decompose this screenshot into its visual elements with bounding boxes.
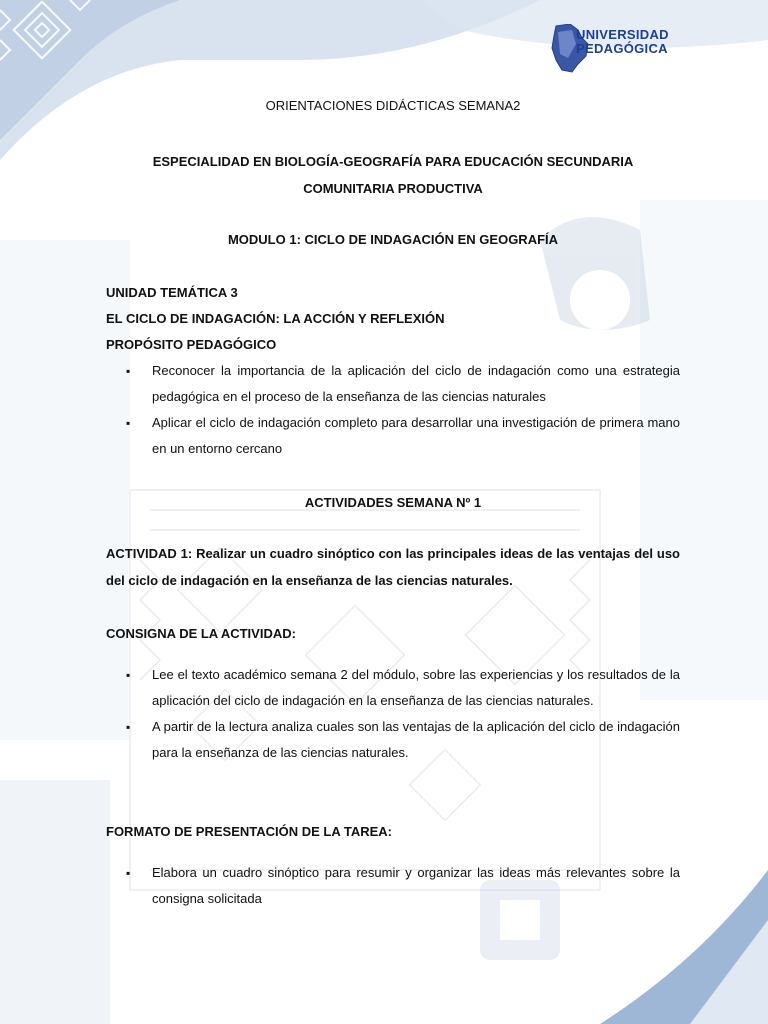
instructions-heading: CONSIGNA DE LA ACTIVIDAD: <box>106 626 296 641</box>
logo-line-2: PEDAGÓGICA <box>576 41 668 56</box>
instructions-list <box>106 662 680 766</box>
purpose-list <box>106 358 680 462</box>
module-heading: MODULO 1: CICLO DE INDAGACIÓN EN GEOGRAFÍA <box>227 232 559 247</box>
list-item: ▪ Reconocer la importancia de la aplicación del ciclo de indagación como una estrategia pedagógica en el proceso de la enseñanza de las ciencias naturales <box>106 358 680 410</box>
logo-line-1: UNIVERSIDAD <box>576 27 669 42</box>
university-logo <box>548 24 682 76</box>
list-item: ▪ Elabora un cuadro sinóptico para resumir y organizar las ideas más relevantes sobre la consigna solicitada <box>106 860 680 912</box>
format-heading: FORMATO DE PRESENTACIÓN DE LA TAREA: <box>106 824 392 839</box>
purpose-heading: PROPÓSITO PEDAGÓGICO <box>106 337 277 352</box>
list-item: ▪ A partir de la lectura analiza cuales son las ventajas de la aplicación del ciclo de indagación para la enseñanza de las ciencias naturales. <box>106 714 680 766</box>
unit-title: EL CICLO DE INDAGACIÓN: LA ACCIÓN Y REFLEXIÓN <box>106 311 445 326</box>
activities-heading: ACTIVIDADES SEMANA Nº 1 <box>304 495 482 510</box>
format-list <box>106 860 680 912</box>
list-item: ▪ Aplicar el ciclo de indagación completo para desarrollar una investigación de primera mano en un entorno cercano <box>106 410 680 462</box>
list-item: ▪ Lee el texto académico semana 2 del módulo, sobre las experiencias y los resultados de la aplicación del ciclo de indagación en la enseñanza de las ciencias naturales. <box>106 662 680 714</box>
specialty-line-2: COMUNITARIA PRODUCTIVA <box>303 181 483 196</box>
logo-text <box>576 28 669 56</box>
document-title: ORIENTACIONES DIDÁCTICAS SEMANA2 <box>265 98 521 113</box>
unit-heading: UNIDAD TEMÁTICA 3 <box>106 285 238 300</box>
specialty-line-1: ESPECIALIDAD EN BIOLOGÍA-GEOGRAFÍA PARA EDUCACIÓN SECUNDARIA <box>152 154 634 169</box>
activity-1-text: ACTIVIDAD 1: Realizar un cuadro sinóptico con las principales ideas de las ventajas del uso del ciclo de indagación en la enseñanza de las ciencias naturales. <box>106 546 680 588</box>
